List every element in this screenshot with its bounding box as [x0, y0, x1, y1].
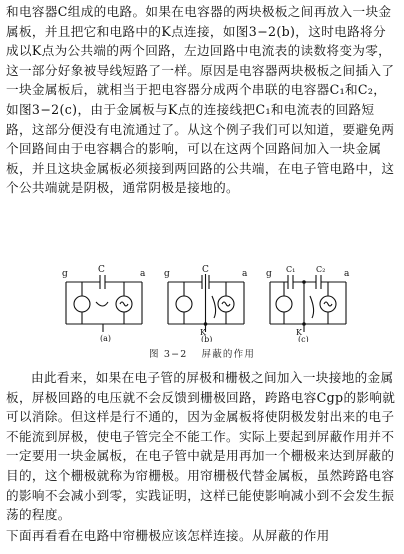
panel-b-a-label: a: [242, 269, 248, 279]
panel-a-a-label: a: [140, 269, 146, 279]
panel-c-g-label: g: [266, 269, 272, 279]
panel-c-circuit: [270, 275, 346, 332]
meter-b-left: [176, 296, 192, 312]
panel-b-c-label: C: [202, 265, 209, 275]
paragraph-1: 和电容器C组成的电路。如果在电容器的两块极板之间再放入一块金属板，并且把它和电路中的K点连接，如图3−2(b)，这时电路将分成以K点为公共端的两个回路，左边回路中电流表的读数将变为零，这一部分好象被导线短路了一样。原因是电容器两块极板之间插入了一块金属板后，就相当于把电容器分成两个串联的电容器C₁和C₂，如图3−2(c)，由于金属板与K点的连接线把C₁和电流表的回路短路，这部分便没有电流通过了。从这个例子我们可以知道，要避免两个回路间由于电容耦合的影响，可以在这两个回路间加入一块金属板，并且这块金属板必须接到两回路的公共端，在电子管电路中，这个公共端就是阴极，通常阴极是接地的。: [6, 4, 395, 196]
figure-caption: [0, 346, 404, 360]
panel-c-c1-label: C₁: [286, 265, 296, 274]
panel-c-caption: (c): [298, 335, 309, 342]
panel-a-c-label: C: [98, 265, 105, 275]
figure-caption-number: 图 3−2: [148, 349, 188, 360]
panel-c-k-label: K: [296, 328, 302, 337]
meter-a-left: [74, 296, 90, 312]
figure-caption-text: 屏蔽的作用: [201, 349, 256, 360]
paragraph-2: 由此看来，如果在电子管的屏极和栅极之间加入一块接地的金属板，屏极回路的电压就不会反馈到栅极回路，跨路电容Cgp的影响就可以消除。但这样是行不通的，因为金属板将使阴极发射出来的电子不能流到屏极，使电子管完全不能工作。实际上要起到屏蔽作用并不一定要用一块金属板，在电子管中就是用再加一个栅极来达到屏蔽的目的，这个栅极就称为帘栅极。用帘栅极代替金属板，虽然跨路电容的影响不会减小到零，实践证明，这样已能使影响减小到不会发生振荡的程度。: [6, 370, 396, 523]
panel-b-caption: (b): [201, 335, 213, 342]
meter-c-left: [276, 296, 292, 312]
paragraph-3: 下面再看看在电路中帘栅极应该怎样连接。从屏蔽的作用: [6, 528, 330, 543]
figure-3-2: [60, 262, 350, 342]
panel-a-g-label: g: [62, 269, 68, 279]
panel-b-k-label: K: [200, 328, 206, 337]
panel-a-circuit: [66, 275, 142, 332]
circuit-diagrams: [60, 262, 350, 342]
panel-c-a-label: a: [344, 269, 350, 279]
panel-b-g-label: g: [164, 269, 170, 279]
panel-a-caption: (a): [100, 334, 112, 342]
panel-c-c2-label: C₂: [316, 265, 326, 274]
